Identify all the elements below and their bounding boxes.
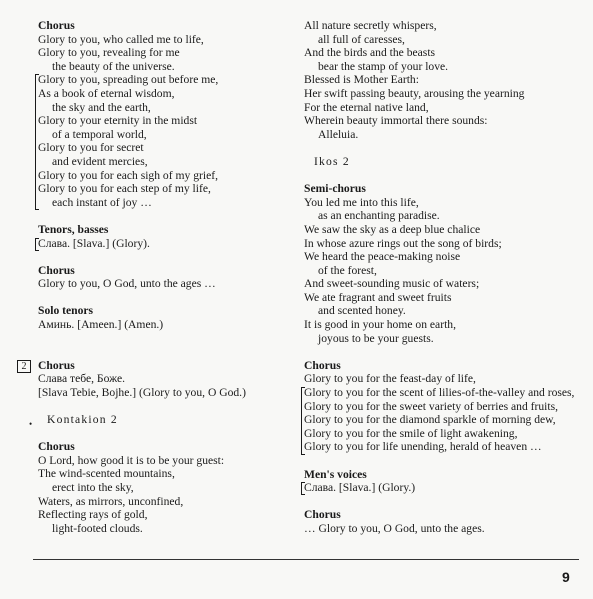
lyric-line: O Lord, how good it is to be your guest: [38, 453, 225, 467]
lyric-line: all full of caresses, [318, 32, 405, 46]
semi-chorus-heading: Semi-chorus [304, 182, 366, 196]
lyric-line: Alleluia. [318, 127, 359, 141]
lyric-line: Glory to you, O God, unto the ages … [38, 277, 216, 291]
lyric-line: As a book of eternal wisdom, [38, 86, 175, 100]
footer-rule [33, 559, 579, 560]
lyric-line: Слава. [Slava.] (Glory). [38, 236, 150, 250]
lyric-line: erect into the sky, [52, 481, 134, 494]
passage-bracket [35, 74, 39, 210]
right-column [304, 19, 589, 536]
bracketed-passage [38, 237, 278, 251]
lyric-line: You led me into this life, [304, 195, 419, 209]
lyric-line: It is good in your home on earth, [304, 318, 456, 332]
lyric-line: We saw the sky as a deep blue chalice [304, 222, 481, 236]
lyric-line: Glory to you for the feast-day of life, [304, 372, 476, 386]
passage-bracket [301, 482, 305, 495]
lyric-line: of the forest, [318, 263, 377, 277]
bracketed-passage [304, 386, 589, 454]
chorus-heading: Chorus [38, 19, 75, 32]
lyric-line: Glory to you for secret [38, 141, 144, 155]
lyric-line: Glory to you for the sweet variety of berries and fruits, [304, 399, 559, 413]
lyric-line: Glory to your eternity in the midst [38, 114, 198, 128]
kontakion-heading: Kontakion 2 [47, 413, 118, 427]
mens-voices-heading: Men's voices [304, 467, 367, 481]
lyric-line: All nature secretly whispers, [304, 19, 437, 32]
lyric-line: of a temporal world, [52, 127, 147, 141]
lyric-line: Glory to you for the smile of light awakening, [304, 426, 518, 440]
chorus-heading: Chorus [304, 508, 341, 522]
lyric-line: and evident mercies, [52, 154, 148, 168]
lyric-line: Слава. [Slava.] (Glory.) [304, 481, 416, 495]
lyric-line: For the eternal native land, [304, 100, 429, 114]
left-column [21, 19, 278, 535]
chorus-heading: Chorus [304, 358, 341, 372]
passage-bracket [35, 238, 39, 251]
lyric-line: … Glory to you, O God, unto the ages. [304, 521, 485, 535]
solo-tenors-heading: Solo tenors [38, 304, 94, 318]
chorus-heading: Chorus [38, 440, 75, 454]
lyric-line: Glory to you, revealing for me [38, 46, 180, 60]
lyric-line: Glory to you, who called me to life, [38, 32, 204, 46]
lyric-line: Glory to you, spreading out before me, [38, 73, 219, 87]
lyric-line: The wind-scented mountains, [38, 467, 175, 481]
lyric-line: Wherein beauty immortal there sounds: [304, 114, 488, 128]
lyric-line: We ate fragrant and sweet fruits [304, 290, 452, 304]
lyric-line: We heard the peace-making noise [304, 250, 461, 264]
track-number-box: 2 [17, 360, 31, 373]
lyric-line: Waters, as mirrors, unconfined, [38, 494, 184, 508]
lyric-line: Blessed is Mother Earth: [304, 73, 419, 87]
lyric-line: joyous to be your guests. [318, 331, 434, 345]
lyric-line: light-footed clouds. [52, 521, 143, 535]
bracketed-passage [304, 481, 589, 495]
lyric-line: Reflecting rays of gold, [38, 508, 148, 522]
lyric-line: the beauty of the universe. [52, 59, 175, 73]
lyric-line: Her swift passing beauty, arousing the yearning [304, 86, 525, 100]
chorus-heading: Chorus [38, 263, 75, 277]
page-number: 9 [562, 569, 570, 585]
lyric-line: bear the stamp of your love. [318, 59, 449, 73]
kontakion-heading-row [29, 413, 278, 430]
lyric-line: Glory to you for each sigh of my grief, [38, 168, 218, 182]
lyric-line: as an enchanting paradise. [318, 209, 440, 223]
lyric-line: Слава тебе, Боже. [38, 372, 125, 386]
lyric-line: Glory to you for the scent of lilies-of-the-valley and roses, [304, 386, 575, 400]
lyric-line: Glory to you for the diamond sparkle of morning dew, [304, 413, 556, 427]
lyric-line: In whose azure rings out the song of birds; [304, 236, 502, 250]
lyric-line: Glory to you for each step of my life, [38, 182, 211, 196]
lyric-line: And sweet-sounding music of waters; [304, 277, 480, 291]
lyric-line: the sky and the earth, [52, 100, 151, 114]
lyric-line: And the birds and the beasts [304, 46, 436, 60]
tenors-basses-heading: Tenors, basses [38, 222, 109, 236]
lyric-line: Glory to you for life unending, herald of heaven … [304, 440, 542, 454]
chorus-heading: Chorus [38, 358, 75, 372]
lyric-line: Аминь. [Ameen.] (Amen.) [38, 318, 164, 332]
passage-bracket [301, 387, 305, 455]
ikos-heading: Ikos 2 [314, 154, 350, 168]
bullet-dot: • [29, 419, 33, 430]
lyric-line: each instant of joy … [52, 195, 152, 209]
bracketed-passage [38, 73, 278, 209]
lyric-line: [Slava Tebie, Bojhe.] (Glory to you, O God.) [38, 385, 246, 399]
lyric-line: and scented honey. [318, 304, 406, 318]
section-2-block [21, 358, 278, 373]
